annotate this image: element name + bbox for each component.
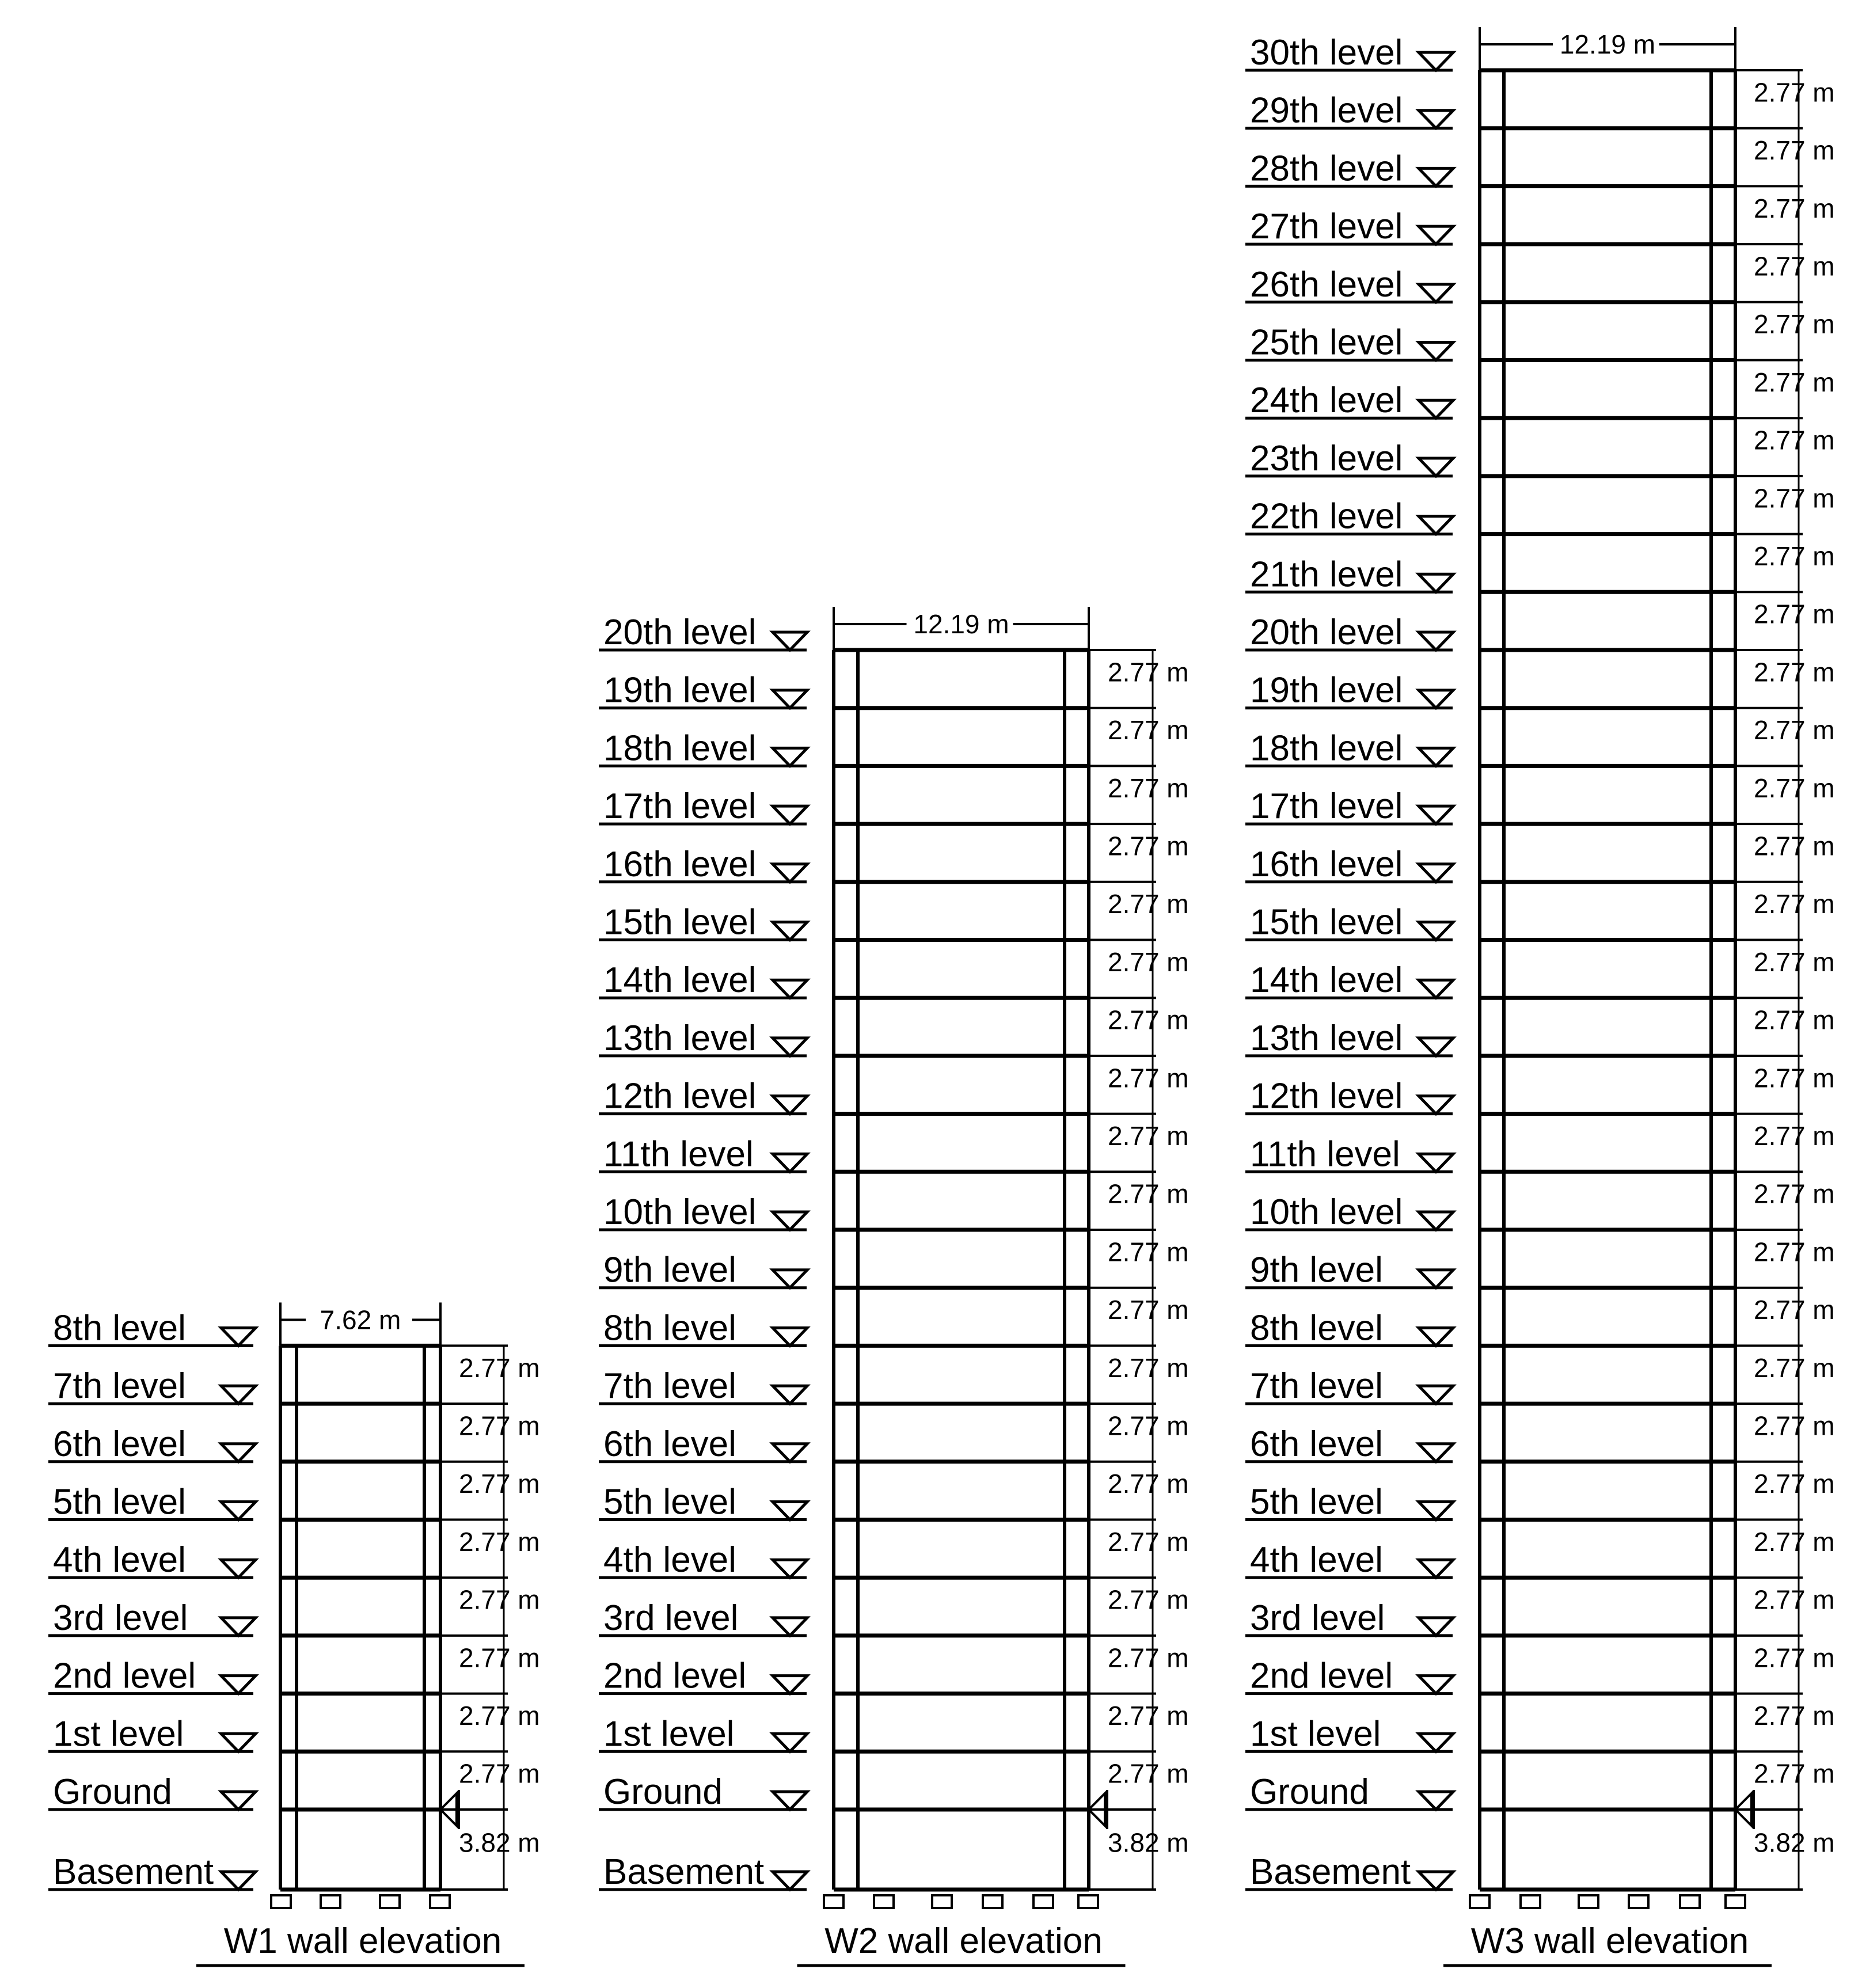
story-height-label: 2.77 m — [1754, 251, 1835, 282]
level-label: 5th level — [603, 1482, 736, 1522]
footings — [271, 1895, 450, 1908]
footing-icon — [1629, 1895, 1648, 1908]
level-label: 4th level — [1250, 1540, 1383, 1580]
story-height-label: 2.77 m — [459, 1526, 540, 1557]
level-marker — [1245, 1250, 1453, 1290]
level-marker — [599, 1598, 807, 1638]
level-triangle-icon — [1419, 226, 1453, 244]
level-label: 6th level — [53, 1424, 186, 1464]
level-triangle-icon — [1419, 1270, 1453, 1288]
level-label: 2nd level — [1250, 1656, 1393, 1696]
wall-elevation-w3 — [1245, 27, 1835, 1966]
level-marker — [599, 728, 807, 768]
level-label: 8th level — [53, 1308, 186, 1348]
level-labels — [599, 613, 807, 1892]
story-height-label: 2.77 m — [459, 1584, 540, 1615]
story-height-label: 2.77 m — [1754, 309, 1835, 340]
story-height-label: 2.77 m — [1754, 1469, 1835, 1499]
story-height-label: 2.77 m — [459, 1700, 540, 1731]
level-triangle-icon — [773, 1386, 807, 1404]
level-marker — [599, 1192, 807, 1232]
level-label: 5th level — [1250, 1482, 1383, 1522]
level-label: 17th level — [1250, 786, 1403, 827]
level-marker — [1245, 1424, 1453, 1464]
level-label: 3rd level — [603, 1598, 739, 1638]
footing-icon — [1078, 1895, 1098, 1908]
level-marker — [1245, 381, 1453, 420]
footing-icon — [321, 1895, 340, 1908]
level-triangle-icon — [1419, 1212, 1453, 1230]
level-marker — [599, 845, 807, 884]
level-label: 8th level — [603, 1308, 736, 1348]
footing-icon — [824, 1895, 843, 1908]
level-marker — [1245, 1018, 1453, 1058]
level-marker — [599, 1714, 807, 1754]
level-triangle-icon — [773, 690, 807, 708]
level-triangle-icon — [1419, 1502, 1453, 1520]
footing-icon — [932, 1895, 952, 1908]
story-height-label: 2.77 m — [1754, 599, 1835, 629]
level-marker — [599, 1018, 807, 1058]
level-marker — [1245, 903, 1453, 942]
level-label: 24th level — [1250, 381, 1403, 421]
level-triangle-icon — [773, 1734, 807, 1751]
level-triangle-icon — [1419, 1154, 1453, 1172]
footing-icon — [1470, 1895, 1489, 1908]
story-height-label: 2.77 m — [1754, 1237, 1835, 1267]
story-height-label: 2.77 m — [1754, 1700, 1835, 1731]
story-height-label: 2.77 m — [1108, 831, 1189, 861]
level-label: 23th level — [1250, 438, 1403, 478]
level-label: Ground — [1250, 1772, 1369, 1812]
level-marker — [599, 1483, 807, 1522]
level-triangle-icon — [1419, 1676, 1453, 1694]
level-triangle-icon — [773, 1270, 807, 1288]
story-height-dimensions — [1108, 650, 1189, 1890]
level-marker — [1245, 1308, 1453, 1348]
level-triangle-icon — [221, 1386, 256, 1404]
width-dimension — [1480, 27, 1735, 70]
level-triangle-icon — [773, 748, 807, 766]
caption-label: W3 wall elevation — [1470, 1921, 1749, 1961]
width-label: 12.19 m — [1559, 29, 1656, 59]
level-marker — [1245, 1192, 1453, 1232]
level-triangle-icon — [221, 1618, 256, 1636]
level-label: 19th level — [603, 670, 757, 710]
level-label: 1st level — [603, 1714, 735, 1754]
footings — [824, 1895, 1098, 1908]
level-marker — [48, 1598, 256, 1638]
level-triangle-icon — [221, 1872, 256, 1890]
story-height-label: 2.77 m — [1754, 1526, 1835, 1557]
level-triangle-icon — [1419, 690, 1453, 708]
story-height-label: 2.77 m — [1754, 1643, 1835, 1673]
level-labels — [1245, 33, 1453, 1892]
level-marker — [1245, 1772, 1453, 1812]
level-label: 14th level — [603, 960, 757, 1001]
level-label: 15th level — [1250, 902, 1403, 942]
story-height-label: 2.77 m — [459, 1469, 540, 1499]
level-triangle-icon — [221, 1444, 256, 1462]
level-triangle-icon — [1419, 284, 1453, 302]
level-triangle-icon — [773, 1444, 807, 1462]
level-marker — [599, 1772, 807, 1812]
level-marker — [599, 613, 807, 652]
story-height-label: 2.77 m — [1754, 1063, 1835, 1093]
footing-icon — [1726, 1895, 1745, 1908]
level-marker — [1245, 1714, 1453, 1754]
level-labels — [48, 1308, 256, 1892]
level-triangle-icon — [1419, 1444, 1453, 1462]
level-marker — [1245, 91, 1453, 131]
wall-caption — [797, 1921, 1126, 1966]
level-label: 13th level — [603, 1018, 757, 1058]
story-height-label: 2.77 m — [459, 1352, 540, 1383]
level-label: 28th level — [1250, 149, 1403, 189]
level-marker — [1245, 323, 1453, 363]
level-label: 17th level — [603, 786, 757, 827]
width-dimension — [834, 607, 1089, 650]
level-label: 18th level — [603, 728, 757, 769]
level-marker — [1245, 671, 1453, 710]
level-marker — [48, 1483, 256, 1522]
story-height-label: 2.77 m — [1108, 889, 1189, 919]
level-marker — [599, 1308, 807, 1348]
level-marker — [1245, 845, 1453, 884]
level-marker — [1245, 33, 1453, 73]
level-marker — [599, 1424, 807, 1464]
level-marker — [599, 1656, 807, 1696]
level-label: 3rd level — [1250, 1598, 1385, 1638]
story-height-label: 2.77 m — [1754, 77, 1835, 108]
level-label: 25th level — [1250, 322, 1403, 363]
level-triangle-icon — [773, 1328, 807, 1345]
footing-icon — [1521, 1895, 1540, 1908]
level-marker — [599, 1134, 807, 1174]
level-marker — [1245, 497, 1453, 537]
level-triangle-icon — [1419, 1734, 1453, 1751]
footing-icon — [380, 1895, 400, 1908]
level-triangle-icon — [1419, 574, 1453, 592]
level-triangle-icon — [773, 632, 807, 650]
level-label: 4th level — [53, 1540, 186, 1580]
level-marker — [1245, 1598, 1453, 1638]
level-label: 7th level — [53, 1366, 186, 1407]
level-triangle-icon — [773, 864, 807, 882]
level-triangle-icon — [221, 1502, 256, 1520]
level-marker — [1245, 1134, 1453, 1174]
story-height-label: 2.77 m — [459, 1643, 540, 1673]
level-triangle-icon — [773, 1038, 807, 1056]
story-height-label: 2.77 m — [1754, 1352, 1835, 1383]
story-height-label: 2.77 m — [1754, 1584, 1835, 1615]
level-marker — [48, 1424, 256, 1464]
level-triangle-icon — [221, 1328, 256, 1345]
level-triangle-icon — [1419, 458, 1453, 476]
wall-elevation-w1 — [48, 1302, 540, 1966]
level-label: 6th level — [603, 1424, 736, 1464]
story-height-label: 2.77 m — [1108, 1700, 1189, 1731]
story-height-label: 2.77 m — [1754, 193, 1835, 223]
level-triangle-icon — [1419, 980, 1453, 998]
level-label: 5th level — [53, 1482, 186, 1522]
level-triangle-icon — [773, 1872, 807, 1890]
story-height-label: 2.77 m — [1108, 1584, 1189, 1615]
story-height-dimensions — [1754, 70, 1835, 1890]
story-height-label: 2.77 m — [1754, 657, 1835, 687]
level-label: 12th level — [603, 1076, 757, 1116]
story-height-label: 2.77 m — [459, 1758, 540, 1789]
level-label: Basement — [53, 1852, 214, 1892]
story-height-label: 2.77 m — [1108, 1295, 1189, 1325]
level-triangle-icon — [1419, 864, 1453, 882]
wall-elevation-w2 — [599, 607, 1189, 1966]
level-label: 21th level — [1250, 554, 1403, 595]
level-triangle-icon — [1419, 400, 1453, 418]
level-triangle-icon — [773, 806, 807, 824]
story-height-label: 2.77 m — [1754, 1120, 1835, 1151]
level-label: 7th level — [1250, 1366, 1383, 1407]
level-label: Ground — [603, 1772, 723, 1812]
story-height-label: 2.77 m — [1754, 425, 1835, 455]
level-triangle-icon — [773, 922, 807, 940]
width-dimension — [280, 1302, 440, 1345]
story-height-label: 2.77 m — [1108, 1120, 1189, 1151]
story-height-label: 2.77 m — [1108, 1063, 1189, 1093]
story-height-label: 2.77 m — [1754, 1758, 1835, 1789]
story-height-label: 2.77 m — [1754, 889, 1835, 919]
level-label: 7th level — [603, 1366, 736, 1407]
story-height-label: 2.77 m — [1108, 1005, 1189, 1035]
caption-label: W2 wall elevation — [824, 1921, 1103, 1961]
level-label: 20th level — [1250, 613, 1403, 652]
footing-icon — [983, 1895, 1002, 1908]
level-triangle-icon — [773, 1676, 807, 1694]
level-marker — [1245, 960, 1453, 1000]
level-triangle-icon — [1419, 111, 1453, 128]
level-label: 20th level — [603, 613, 757, 652]
story-height-label: 2.77 m — [459, 1411, 540, 1441]
level-label: 3rd level — [53, 1598, 188, 1638]
story-height-label: 2.77 m — [1754, 1411, 1835, 1441]
story-height-label: 2.77 m — [1108, 715, 1189, 746]
level-triangle-icon — [1419, 1328, 1453, 1345]
story-height-label: 2.77 m — [1754, 367, 1835, 397]
level-marker — [1245, 1077, 1453, 1116]
story-height-label: 2.77 m — [1754, 1005, 1835, 1035]
footing-icon — [1680, 1895, 1700, 1908]
level-label: Ground — [53, 1772, 172, 1812]
level-triangle-icon — [1419, 1386, 1453, 1404]
level-triangle-icon — [1419, 1096, 1453, 1114]
level-label: 11th level — [1250, 1134, 1400, 1174]
level-marker — [48, 1714, 256, 1754]
level-triangle-icon — [1419, 748, 1453, 766]
level-marker — [1245, 613, 1453, 652]
level-triangle-icon — [1419, 1560, 1453, 1578]
level-marker — [1245, 1366, 1453, 1406]
level-marker — [599, 786, 807, 826]
level-label: 29th level — [1250, 90, 1403, 131]
level-marker — [599, 903, 807, 942]
level-label: 12th level — [1250, 1076, 1403, 1116]
level-marker — [1245, 1656, 1453, 1696]
story-height-label: 2.77 m — [1754, 831, 1835, 861]
story-height-label: 2.77 m — [1754, 1295, 1835, 1325]
level-triangle-icon — [773, 1212, 807, 1230]
wall-caption — [196, 1921, 525, 1966]
level-triangle-icon — [773, 1154, 807, 1172]
level-marker — [599, 1250, 807, 1290]
level-marker — [1245, 1483, 1453, 1522]
story-height-label: 2.77 m — [1108, 1758, 1189, 1789]
width-label: 7.62 m — [320, 1305, 401, 1335]
level-label: 2nd level — [53, 1656, 196, 1696]
level-marker — [1245, 1540, 1453, 1580]
footing-icon — [1579, 1895, 1598, 1908]
level-label: 22th level — [1250, 496, 1403, 537]
level-triangle-icon — [773, 1618, 807, 1636]
story-height-label: 3.82 m — [1754, 1827, 1835, 1858]
story-height-label: 2.77 m — [1754, 541, 1835, 571]
level-label: 8th level — [1250, 1308, 1383, 1348]
level-marker — [1245, 439, 1453, 478]
level-marker — [1245, 554, 1453, 594]
level-label: 6th level — [1250, 1424, 1383, 1464]
level-label: 14th level — [1250, 960, 1403, 1001]
footing-icon — [430, 1895, 450, 1908]
level-label: Basement — [1250, 1852, 1411, 1892]
story-height-label: 2.77 m — [1754, 773, 1835, 803]
level-marker — [599, 1852, 807, 1892]
level-marker — [48, 1540, 256, 1580]
level-marker — [1245, 728, 1453, 768]
level-marker — [48, 1852, 256, 1892]
level-triangle-icon — [773, 1792, 807, 1810]
level-triangle-icon — [1419, 1618, 1453, 1636]
level-label: 2nd level — [603, 1656, 747, 1696]
footing-icon — [874, 1895, 894, 1908]
level-triangle-icon — [1419, 1872, 1453, 1890]
level-label: 10th level — [1250, 1192, 1403, 1232]
story-height-label: 2.77 m — [1108, 1643, 1189, 1673]
footings — [1470, 1895, 1745, 1908]
story-height-label: 2.77 m — [1754, 135, 1835, 166]
level-label: 16th level — [1250, 844, 1403, 884]
level-label: 27th level — [1250, 207, 1403, 247]
level-label: 1st level — [53, 1714, 184, 1754]
story-height-dimensions — [459, 1345, 540, 1890]
story-height-label: 2.77 m — [1108, 1237, 1189, 1267]
story-height-label: 2.77 m — [1108, 1526, 1189, 1557]
story-height-label: 2.77 m — [1754, 1179, 1835, 1209]
level-triangle-icon — [773, 1560, 807, 1578]
level-marker — [599, 1366, 807, 1406]
level-marker — [1245, 207, 1453, 246]
story-height-label: 2.77 m — [1108, 1411, 1189, 1441]
level-label: 19th level — [1250, 670, 1403, 710]
level-triangle-icon — [221, 1676, 256, 1694]
story-height-label: 2.77 m — [1108, 657, 1189, 687]
wall-caption — [1443, 1921, 1772, 1966]
level-marker — [48, 1656, 256, 1696]
story-height-label: 3.82 m — [1108, 1827, 1189, 1858]
level-label: 13th level — [1250, 1018, 1403, 1058]
level-triangle-icon — [1419, 52, 1453, 70]
level-label: Basement — [603, 1852, 765, 1892]
level-triangle-icon — [1419, 806, 1453, 824]
level-triangle-icon — [1419, 343, 1453, 360]
story-height-label: 2.77 m — [1108, 947, 1189, 977]
width-label: 12.19 m — [913, 609, 1009, 639]
level-triangle-icon — [1419, 1038, 1453, 1056]
level-marker — [599, 1077, 807, 1116]
level-marker — [48, 1772, 256, 1812]
story-height-label: 2.77 m — [1754, 715, 1835, 746]
level-label: 15th level — [603, 902, 757, 942]
level-label: 16th level — [603, 844, 757, 884]
level-marker — [48, 1308, 256, 1348]
level-label: 9th level — [603, 1250, 736, 1290]
level-label: 18th level — [1250, 728, 1403, 769]
story-height-label: 2.77 m — [1108, 1469, 1189, 1499]
wall-frame — [1480, 70, 1803, 1890]
level-marker — [599, 960, 807, 1000]
level-marker — [1245, 786, 1453, 826]
footing-icon — [271, 1895, 291, 1908]
level-marker — [1245, 149, 1453, 188]
level-triangle-icon — [1419, 922, 1453, 940]
level-marker — [599, 671, 807, 710]
caption-label: W1 wall elevation — [223, 1921, 502, 1961]
level-marker — [1245, 1852, 1453, 1892]
level-label: 26th level — [1250, 264, 1403, 305]
level-label: 11th level — [603, 1134, 754, 1174]
story-height-label: 2.77 m — [1108, 1352, 1189, 1383]
level-triangle-icon — [221, 1734, 256, 1751]
footing-icon — [1033, 1895, 1053, 1908]
story-height-label: 2.77 m — [1754, 483, 1835, 514]
level-triangle-icon — [221, 1792, 256, 1810]
level-marker — [1245, 265, 1453, 305]
level-triangle-icon — [773, 980, 807, 998]
story-height-label: 2.77 m — [1108, 773, 1189, 803]
story-height-label: 3.82 m — [459, 1827, 540, 1858]
level-marker — [599, 1540, 807, 1580]
level-label: 1st level — [1250, 1714, 1381, 1754]
story-height-label: 2.77 m — [1754, 947, 1835, 977]
level-label: 30th level — [1250, 33, 1403, 73]
level-label: 4th level — [603, 1540, 736, 1580]
level-label: 10th level — [603, 1192, 757, 1232]
level-triangle-icon — [773, 1502, 807, 1520]
story-height-label: 2.77 m — [1108, 1179, 1189, 1209]
level-triangle-icon — [773, 1096, 807, 1114]
level-marker — [48, 1366, 256, 1406]
level-triangle-icon — [1419, 632, 1453, 650]
level-triangle-icon — [1419, 516, 1453, 534]
level-triangle-icon — [1419, 1792, 1453, 1810]
level-label: 9th level — [1250, 1250, 1383, 1290]
level-triangle-icon — [1419, 168, 1453, 186]
level-triangle-icon — [221, 1560, 256, 1578]
